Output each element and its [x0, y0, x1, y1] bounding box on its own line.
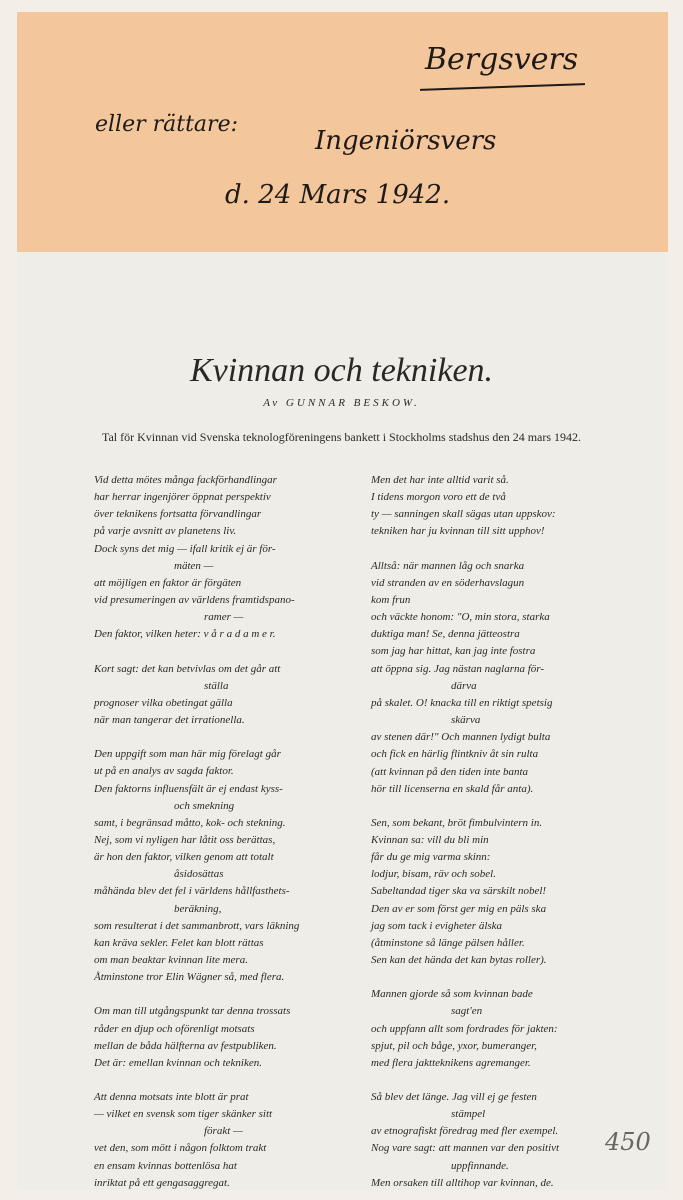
poem-line: kom frun: [371, 593, 411, 606]
poem-line: prognoser vilka obetingat gälla: [94, 696, 233, 709]
poem-line: Så blev det länge. Jag vill ej ge festen: [371, 1091, 537, 1103]
page-number: 450: [605, 1128, 651, 1156]
poem-line: råder en djup och oförenligt motsats: [94, 1022, 255, 1035]
poem-line: får du ge mig varma skinn:: [371, 851, 491, 864]
poem-line: ställa: [204, 679, 229, 692]
poem-line: åsidosättas: [174, 868, 224, 881]
poem-line: är hon den faktor, vilken genom att totalt: [94, 851, 274, 864]
poem-line: vet den, som mött i någon folktom trakt: [94, 1142, 267, 1155]
poem-line: därva: [451, 679, 477, 692]
poem-line: — vilket en svensk som tiger skänker sitt: [94, 1108, 273, 1121]
poem-right-column: [371, 472, 611, 1192]
poem-line: när man tangerar det irrationella.: [94, 714, 245, 727]
poem-line: och väckte honom: "O, min stora, starka: [371, 611, 550, 624]
handwritten-line1-word: Ingeniörsvers: [315, 126, 497, 156]
poem-line: Nog vare sagt: att mannen var den positivt: [371, 1142, 560, 1155]
poem-line: Om man till utgångspunkt tar denna trossats: [94, 1005, 291, 1018]
poem-line: att möjligen en faktor är förgäten: [94, 576, 242, 589]
poem-line: med flera jaktteknikens agremanger.: [371, 1056, 531, 1069]
poem-line: [94, 644, 334, 661]
poem-line: tekniken har ju kvinnan till sitt upphov!: [371, 525, 545, 538]
poem-line: en ensam kvinnas bottenlösa hat: [94, 1159, 237, 1172]
poem-line: (att kvinnan på den tiden inte banta: [371, 765, 529, 778]
poem-line: Alltså: när mannen låg och snarka: [371, 559, 525, 572]
poem-title: Kvinnan och tekniken.: [189, 352, 494, 389]
poem-line: kan kräva sekler. Felet kan blott rättas: [94, 936, 264, 949]
poem-line: [371, 798, 611, 815]
poem-line: av etnografiskt föredrag med fler exempel.: [371, 1125, 559, 1138]
poem-line: skärva: [451, 714, 481, 727]
poem-line: [94, 1072, 334, 1089]
poem-left-column: [94, 472, 334, 1192]
poem-line: [94, 986, 334, 1003]
poem-line: duktiga man! Se, denna jätteostra: [371, 628, 520, 641]
poem-line: som jag har hittat, kan jag inte fostra: [371, 645, 536, 658]
poem-line: spjut, pil och båge, yxor, bumeranger,: [371, 1039, 537, 1052]
poem-line: Kort sagt: det kan betvivlas om det går att: [94, 662, 281, 675]
handwritten-heading: Bergsvers: [425, 42, 579, 77]
poem-line: Men orsaken till alltihop var kvinnan, de.: [371, 1176, 554, 1189]
poem-line: Sabeltandad tiger ska va särskilt nobel!: [371, 885, 547, 898]
poem-line: Den faktorns influensfält är ej endast kyss-: [94, 782, 283, 795]
poem-line: Mannen gjorde så som kvinnan bade: [371, 988, 533, 1001]
poem-line: Den faktor, vilken heter: v å r a d a m e r.: [94, 628, 276, 641]
poem-line: som resulterat i det sammanbrott, vars läkning: [94, 919, 300, 932]
poem-line: att öppna sig. Jag nästan naglarna för-: [371, 662, 545, 675]
poem-author: Av GUNNAR BESKOW.: [263, 397, 420, 409]
poem-line: över teknikens fortsatta förvandlingar: [94, 508, 262, 521]
poem-line: vid stranden av en söderhavslagun: [371, 576, 525, 589]
poem-line: på varje avsnitt av planetens liv.: [94, 525, 237, 538]
poem-line: mäten —: [174, 559, 214, 572]
poem-line: Vid detta mötes många fackförhandlingar: [94, 474, 277, 486]
poem-line: stämpel: [451, 1108, 486, 1121]
poem-line: I tidens morgon voro ett de två: [371, 491, 506, 504]
poem-line: sagt'en: [451, 1005, 483, 1018]
poem-line: Sen, som bekant, bröt fimbulvintern in.: [371, 816, 543, 829]
poem-line: Åtminstone tror Elin Wägner så, med flera.: [94, 971, 285, 984]
poem-line: Kvinnan sa: vill du bli min: [371, 833, 489, 846]
poem-line: [371, 1072, 611, 1089]
poem-line: Men det har inte alltid varit så.: [371, 474, 509, 486]
poem-line: [371, 541, 611, 558]
poem-line: ty — sanningen skall sägas utan uppskov:: [371, 508, 556, 521]
poem-line: jag som tack i evigheter älska: [371, 919, 503, 932]
poem-line: uppfinnande.: [451, 1159, 509, 1172]
poem-line: av stenen där!" Och mannen lydigt bulta: [371, 731, 551, 744]
poem-line: förakt —: [204, 1125, 243, 1138]
poem-line: lodjur, bisam, räv och sobel.: [371, 868, 496, 881]
poem-line: samt, i begränsad måtto, kok- och stekning.: [94, 816, 286, 829]
poem-line: om man beaktar kvinnan lite mera.: [94, 954, 248, 967]
poem-line: Den av er som först ger mig en päls ska: [371, 902, 547, 915]
poem-line: Den uppgift som man här mig förelagt går: [94, 748, 281, 761]
poem-line: inriktat på ett gengasaggregat.: [94, 1176, 230, 1189]
poem-line: och fick en härlig flintkniv åt sin rulta: [371, 748, 539, 761]
poem-line: hör till licenserna en skald får anta).: [371, 782, 534, 795]
poem-line: Nej, som vi nyligen har låtit oss berättas,: [94, 833, 276, 846]
poem-line: [371, 969, 611, 986]
poem-line: Sen kan det hända det kan bytas roller).: [371, 954, 547, 967]
poem-line: beräkning,: [174, 902, 222, 915]
poem-line: och smekning: [174, 799, 235, 812]
handwritten-date: d. 24 Mars 1942.: [225, 180, 451, 210]
poem-line: Det är: emellan kvinnan och tekniken.: [94, 1056, 262, 1069]
poem-line: (åtminstone så länge pälsen håller.: [371, 936, 525, 949]
poem-line: och uppfann allt som fordrades för jakten:: [371, 1022, 558, 1035]
poem-subtitle: Tal för Kvinnan vid Svenska teknologföreningens bankett i Stockholms stadshus den 24 mars 1942.: [101, 430, 582, 444]
poem-line: på skalet. O! knacka till en riktigt spetsig: [371, 696, 553, 709]
poem-line: Dock syns det mig — ifall kritik ej är för-: [94, 542, 276, 555]
handwritten-line1-prefix: eller rättare:: [95, 112, 238, 137]
poem-line: ut på en analys av sagda faktor.: [94, 765, 234, 778]
poem-line: [94, 729, 334, 746]
poem-line: mellan de båda hälfterna av festpubliken.: [94, 1039, 277, 1052]
poem-line: vid presumeringen av världens framtidspano-: [94, 594, 295, 607]
poem-line: ramer —: [204, 611, 244, 624]
poem-line: har herrar ingenjörer öppnat perspektiv: [94, 491, 271, 504]
poem-line: måhända blev det fel i världens hållfasthets-: [94, 885, 290, 898]
poem-line: Att denna motsats inte blott är prat: [94, 1091, 249, 1103]
